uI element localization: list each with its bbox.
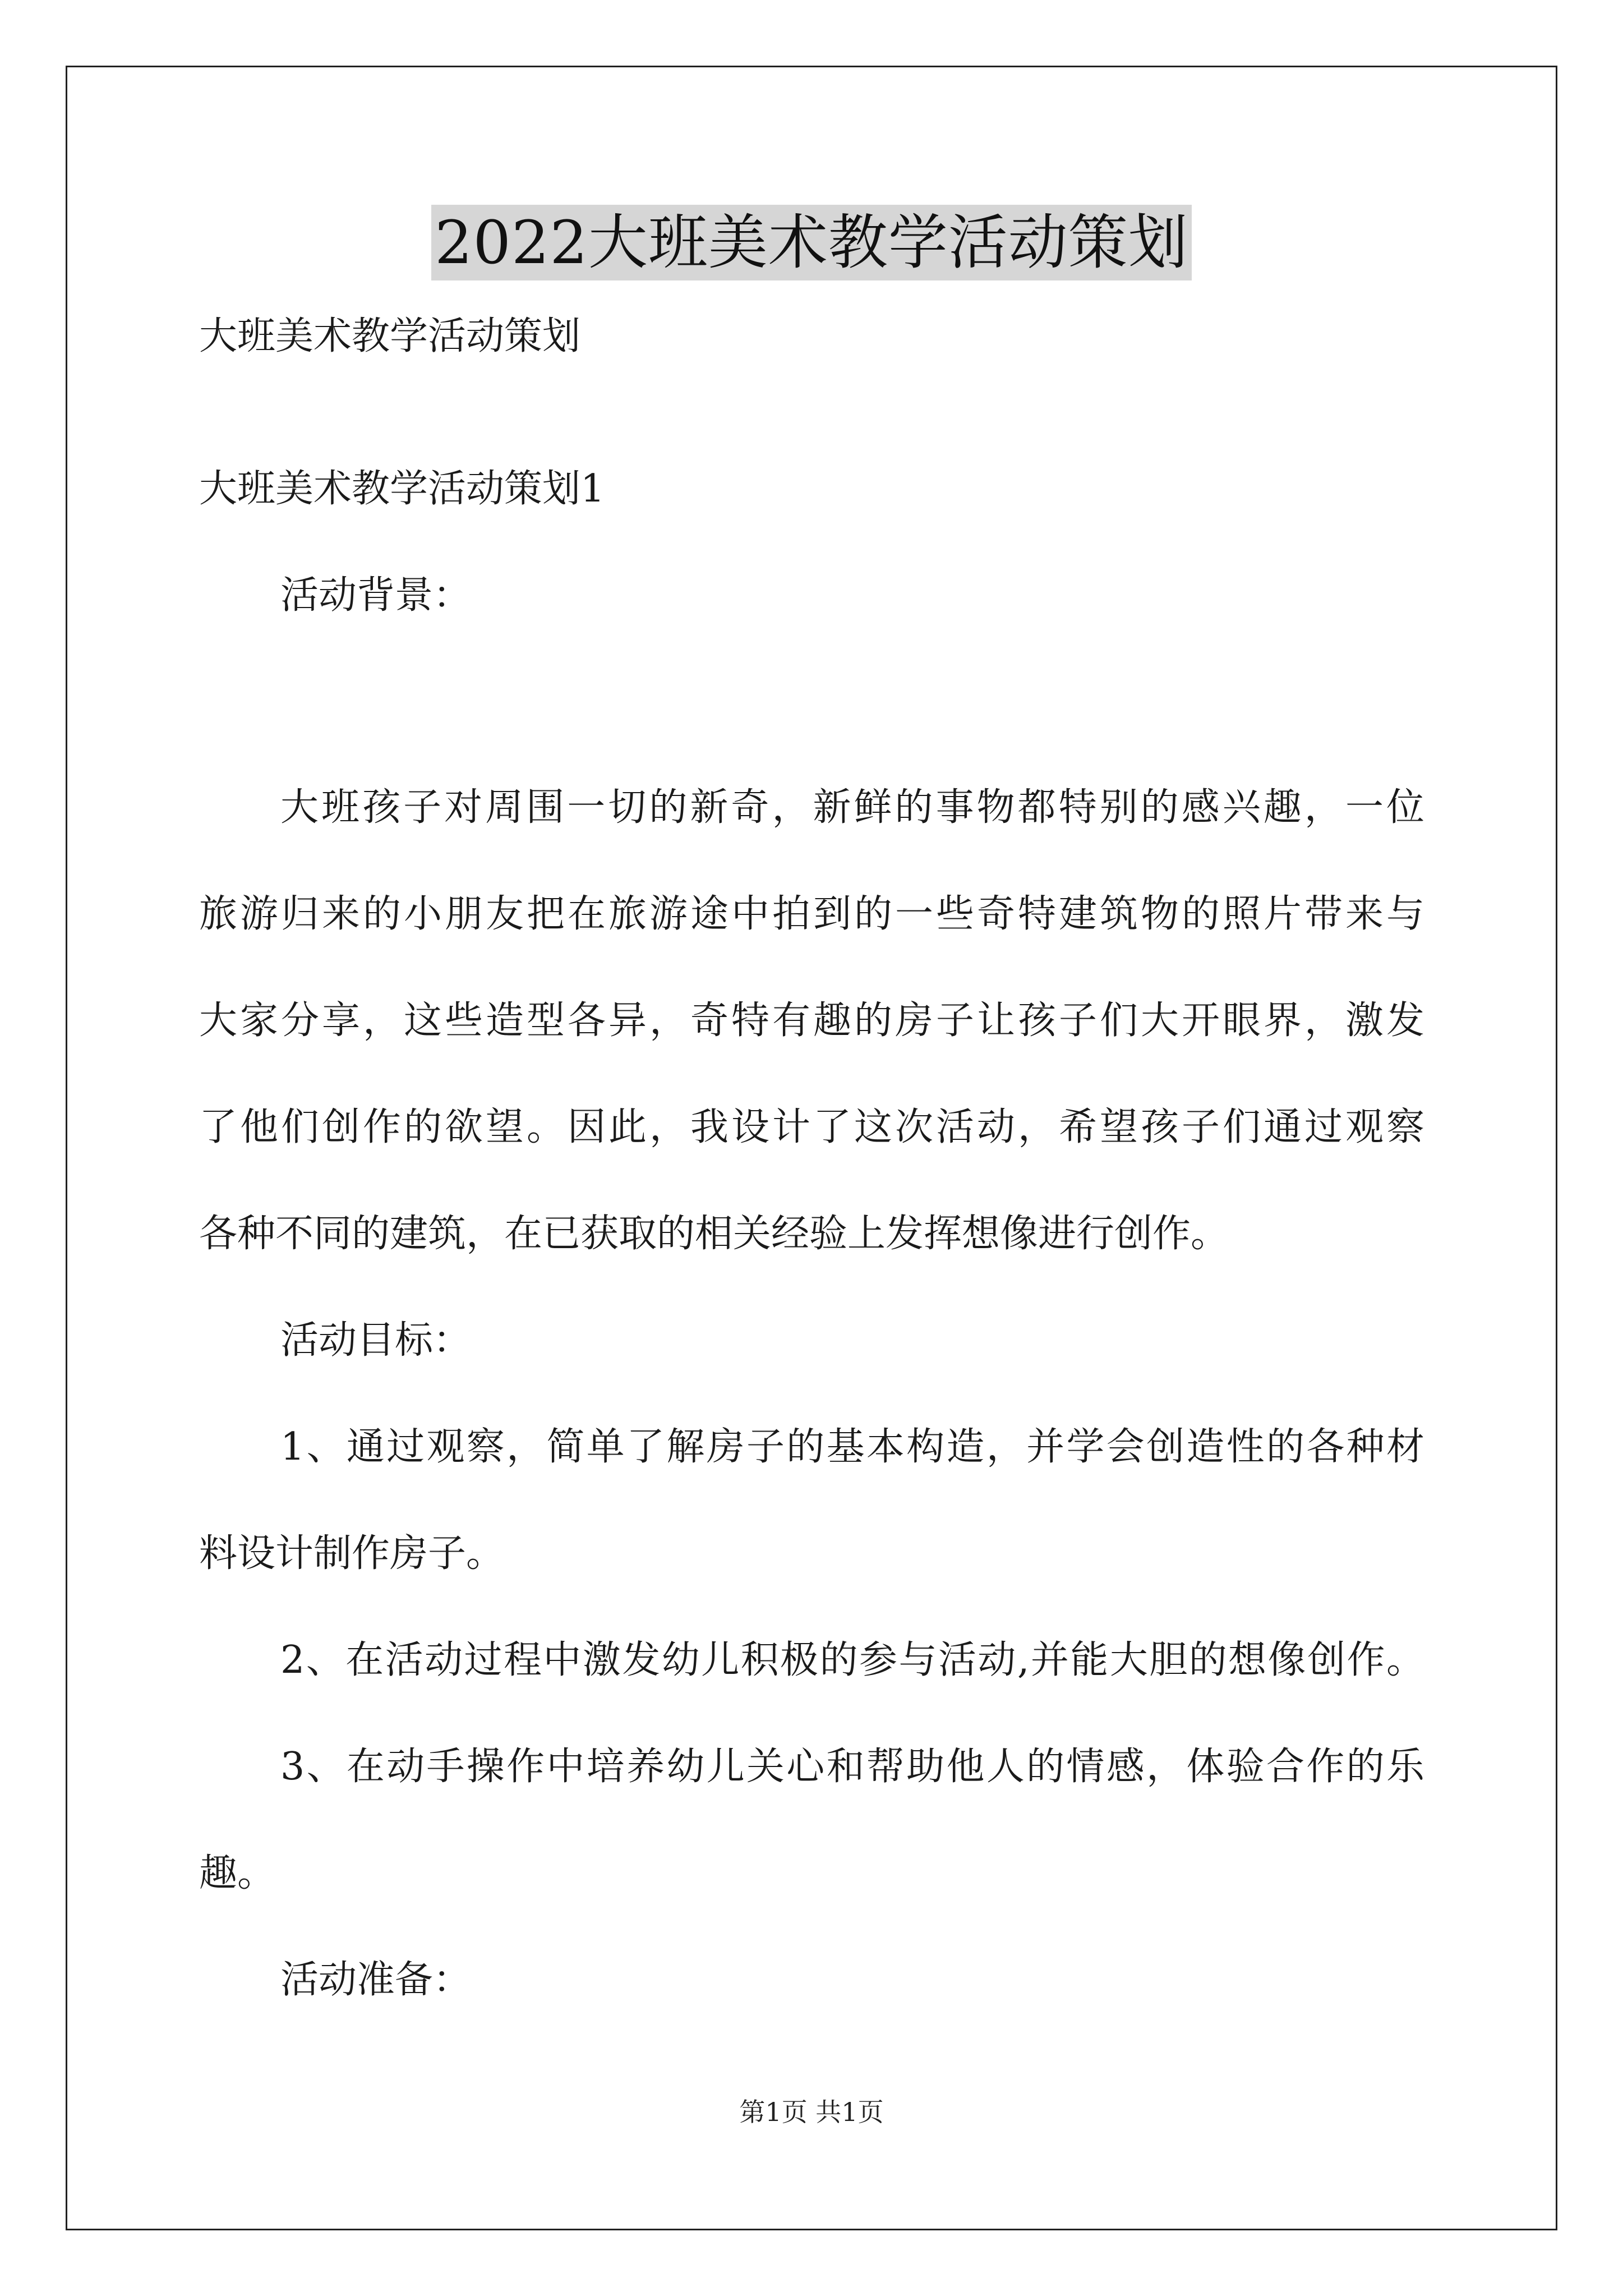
- paragraph-line: 各种不同的建筑，在已获取的相关经验上发挥想像进行创作。: [199, 1212, 1229, 1256]
- section-heading-1: 大班美术教学活动策划1: [199, 467, 605, 511]
- label-goals: 活动目标：: [280, 1318, 472, 1363]
- paragraph-line: 了他们创作的欲望。因此，我设计了这次活动，希望孩子们通过观察: [199, 1105, 1424, 1149]
- subtitle-line: 大班美术教学活动策划: [199, 314, 581, 358]
- label-preparation: 活动准备：: [280, 1958, 472, 2002]
- paragraph-line: 大班孩子对周围一切的新奇，新鲜的事物都特别的感兴趣，一位: [280, 785, 1424, 830]
- goal-line: 料设计制作房子。: [199, 1531, 505, 1576]
- goal-line: 趣。: [199, 1851, 276, 1895]
- paragraph-line: 旅游归来的小朋友把在旅游途中拍到的一些奇特建筑物的照片带来与: [199, 892, 1424, 936]
- label-background: 活动背景：: [280, 573, 472, 618]
- goal-line: 2、在活动过程中激发幼儿积极的参与活动,并能大胆的想像创作。: [280, 1638, 1424, 1682]
- title-container: [0, 205, 1623, 280]
- paragraph-line: 大家分享，这些造型各异，奇特有趣的房子让孩子们大开眼界，激发: [199, 999, 1424, 1043]
- goal-line: 1、通过观察，简单了解房子的基本构造，并学会创造性的各种材: [280, 1425, 1424, 1469]
- goal-line: 3、在动手操作中培养幼儿关心和帮助他人的情感，体验合作的乐: [280, 1745, 1424, 1789]
- page-footer: 第1页 共1页: [739, 2097, 884, 2127]
- document-title: 2022大班美术教学活动策划: [431, 205, 1192, 280]
